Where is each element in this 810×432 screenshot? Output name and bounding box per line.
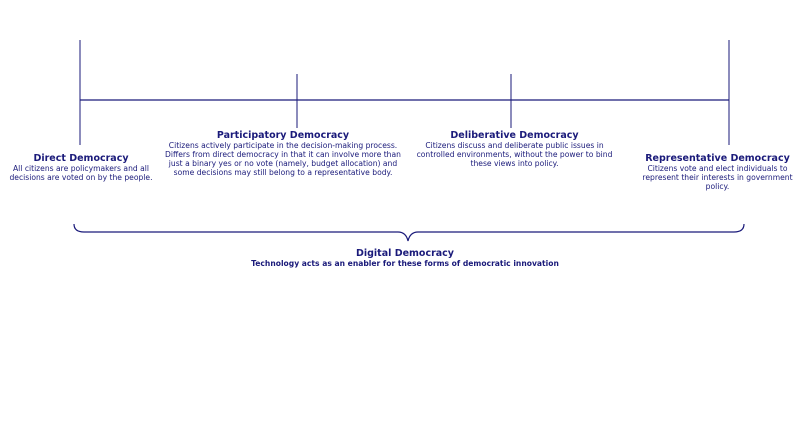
node-title: Direct Democracy [33,153,129,164]
node-participatory-democracy [163,130,403,177]
node-deliberative-democracy [412,130,617,168]
node-description: Citizens vote and elect individuals to represent their interests in government policy. [642,164,793,191]
node-direct-democracy [6,153,156,182]
node-description: All citizens are policymakers and all decisions are voted on by the people. [9,164,153,182]
grouping-brace [74,224,744,241]
node-title: Deliberative Democracy [450,130,579,141]
node-description: Citizens discuss and deliberate public issues in controlled environments, without the power to bind these views into policy. [416,141,613,168]
footer-title: Digital Democracy [355,248,455,259]
node-representative-democracy [640,153,795,191]
node-title: Representative Democracy [645,153,790,164]
footer-subtitle: Technology acts as an enabler for these forms of democratic innovation [251,259,559,268]
node-description: Citizens actively participate in the decision-making process. Differs from direct democracy in that it can involve more than just a binary yes or no vote (namely, budget allocation) and some decisions may still belong to a representative body. [165,141,401,177]
digital-democracy-caption [205,248,605,268]
node-title: Participatory Democracy [216,130,350,141]
